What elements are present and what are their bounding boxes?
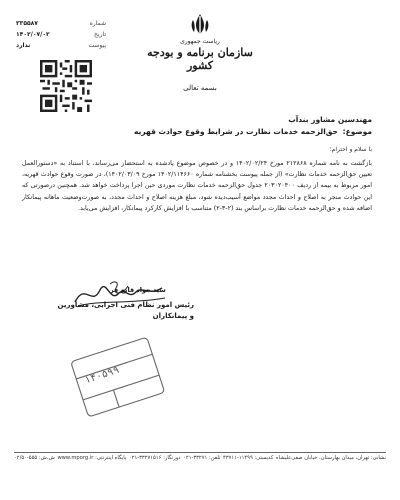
letter-meta	[16, 18, 106, 51]
subject-line	[32, 126, 372, 138]
meta-date-value: ۱۴۰۲/۰۷/۰۲	[16, 31, 50, 38]
subject-label: موضوع:	[342, 127, 372, 136]
organization-header	[140, 38, 260, 72]
footer-phone: تلفن: ۳۳۲۷۱-۰۲۱	[183, 455, 221, 461]
iran-emblem-icon	[187, 12, 213, 38]
subject-text: حق‌الزحمه خدمات نظارت در شرایط وقوع حوادث قهریه	[133, 127, 338, 136]
footer-code: ش.ش: ۵۵۵-۰۲/۵۰	[14, 455, 55, 461]
meta-number-value: ۳۳۵۵۸۷	[16, 20, 38, 27]
footer-postal-code: کدپستی: ۱۱۴۹۹-۴۳۷۱۱	[223, 455, 274, 461]
meta-number-row	[16, 18, 106, 29]
meta-attachment-label: پیوست	[88, 42, 106, 49]
org-name: سازمان برنامه و بودجه کشور	[147, 46, 253, 72]
meta-attachment-row	[16, 40, 106, 51]
meta-date-row	[16, 29, 106, 40]
meta-attachment-value: ندارد	[16, 42, 31, 49]
footer-address: نشانی: تهران، میدان بهارستان، خیابان صفی‌علیشاه	[275, 455, 386, 461]
signatory-name: سید جواد قانع فر	[110, 286, 166, 294]
recipient: مهندسین مشاور بندآب	[288, 115, 372, 124]
org-super-title: ریاست جمهوری	[180, 38, 220, 45]
footer-divider	[14, 452, 386, 453]
footer-website: پایگاه اینترنتی: www.mporg.ir	[57, 455, 127, 461]
letter-body: بازگشت به نامه شماره ۲۱۲۸۶۸ مورخ ۱۴۰۲/۰۲/۲۴ و در خصوص موضوع یادشده به استحضار می‌رساند، با استناد به «دستورالعمل تعیین حق‌الزحمه خدمات نظارت» (از جمله پیوست بخشنامه شماره ۱۴۰۲/۱۱۴۶۶۰ مورخ ۱۴۰۲/۰۳/۰۹)، در صورت وقوع حوادث قهریه، امور مربوط به بیمه از ردیف ۲۰۳۰۲۰۴۰۰ جدول حق‌الزحمه خدمات نظارت موردی حین اجرا پرداخت خواهد شد. همچنین درصورتی که این حوادث منجر به اصلاح و احداث مجدد مواضع آسیب‌دیده شود، مبلغ هزینه اصلاح و احداث مجدد، به صورت‌وضعیت ماهانه پیمانکار اضافه شده و حق‌الزحمه خدمات نظارت براساس بند (۲-۳-۲) متناسب با افزایش کارکرد پیمانکار، افزایش می‌یابد.	[22, 160, 373, 212]
meta-number-label: شماره	[89, 20, 106, 27]
signatory-title-line2: و پیمانکاران	[152, 312, 194, 320]
letter-footer	[14, 455, 386, 461]
signatory-title-line1: رئیس امور نظام فنی اجرایی، مشاورین	[57, 301, 194, 309]
greeting: با سلام و احترام؛	[329, 146, 372, 153]
stamp-number: ۱۴۰۵۹۹	[83, 364, 121, 387]
invocation-text: بسمه تعالی	[183, 84, 217, 92]
meta-date-label: تاریخ	[94, 31, 106, 38]
footer-fax: دورنگار: ۳۳۲۷۱۵۱۶-۰۲۱	[128, 455, 181, 461]
qr-code-icon	[40, 60, 92, 112]
